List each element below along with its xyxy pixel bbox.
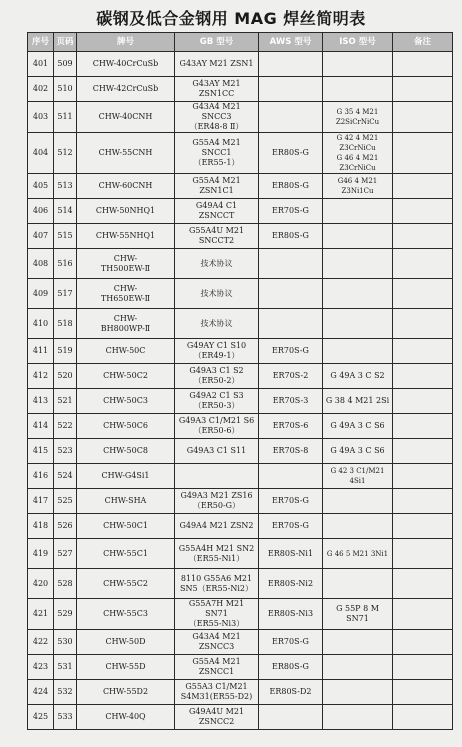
table-row	[28, 52, 453, 77]
cell-seq: 425	[28, 705, 54, 730]
cell-aws: ER70S-2	[259, 364, 323, 389]
cell-note	[393, 705, 453, 730]
cell-seq: 423	[28, 655, 54, 680]
table-row	[28, 655, 453, 680]
cell-seq: 414	[28, 414, 54, 439]
cell-note	[393, 52, 453, 77]
cell-note	[393, 199, 453, 224]
cell-note	[393, 439, 453, 464]
header-gb: GB 型号	[175, 33, 259, 52]
cell-brand: CHW-60CNH	[77, 174, 175, 199]
cell-page: 530	[54, 630, 77, 655]
cell-page: 527	[54, 539, 77, 569]
table-row	[28, 133, 453, 174]
cell-seq: 413	[28, 389, 54, 414]
cell-gb: G55A4H M21 SN2 （ER55-Ni1）	[175, 539, 259, 569]
cell-seq: 401	[28, 52, 54, 77]
cell-seq: 422	[28, 630, 54, 655]
cell-note	[393, 224, 453, 249]
table-row	[28, 539, 453, 569]
cell-gb: G55A3 C1/M21 S4M31(ER55-D2)	[175, 680, 259, 705]
cell-brand: CHW-40Q	[77, 705, 175, 730]
wire-table	[27, 32, 453, 730]
cell-brand: CHW-40CrCuSb	[77, 52, 175, 77]
cell-brand: CHW-55D2	[77, 680, 175, 705]
cell-aws	[259, 464, 323, 489]
cell-seq: 420	[28, 569, 54, 599]
cell-note	[393, 249, 453, 279]
cell-page: 522	[54, 414, 77, 439]
table-row	[28, 364, 453, 389]
cell-gb: G49A3 M21 ZS16 （ER50-G）	[175, 489, 259, 514]
cell-aws: ER70S-8	[259, 439, 323, 464]
cell-gb: G49A3 C1 S11	[175, 439, 259, 464]
cell-iso	[323, 489, 393, 514]
cell-gb: G43AY M21 ZSN1	[175, 52, 259, 77]
table-header	[28, 33, 453, 52]
cell-aws: ER80S-G	[259, 133, 323, 174]
cell-iso	[323, 569, 393, 599]
cell-note	[393, 279, 453, 309]
cell-gb: G49A4 C1 ZSNCCT	[175, 199, 259, 224]
cell-iso: G 42 4 M21 Z3CrNiCu G 46 4 M21 Z3CrNiCu	[323, 133, 393, 174]
cell-page: 517	[54, 279, 77, 309]
cell-iso: G46 4 M21 Z3Ni1Cu	[323, 174, 393, 199]
cell-note	[393, 389, 453, 414]
cell-aws	[259, 279, 323, 309]
table-row	[28, 174, 453, 199]
cell-note	[393, 655, 453, 680]
header-page: 页码	[54, 33, 77, 52]
cell-note	[393, 489, 453, 514]
cell-iso	[323, 309, 393, 339]
cell-seq: 415	[28, 439, 54, 464]
cell-iso	[323, 630, 393, 655]
cell-gb: G43A4 M21 ZSNCC3	[175, 630, 259, 655]
cell-page: 509	[54, 52, 77, 77]
table-row	[28, 489, 453, 514]
cell-seq: 417	[28, 489, 54, 514]
header-brand: 牌号	[77, 33, 175, 52]
cell-note	[393, 539, 453, 569]
cell-iso: G 49A 3 C S2	[323, 364, 393, 389]
table-row	[28, 414, 453, 439]
cell-brand: CHW-55C3	[77, 599, 175, 630]
cell-aws: ER80S-G	[259, 224, 323, 249]
cell-note	[393, 464, 453, 489]
cell-aws	[259, 77, 323, 102]
table-row	[28, 464, 453, 489]
cell-aws: ER80S-D2	[259, 680, 323, 705]
cell-iso: G 49A 3 C S6	[323, 439, 393, 464]
cell-note	[393, 133, 453, 174]
cell-iso: G 46 5 M21 3Ni1	[323, 539, 393, 569]
cell-aws: ER70S-G	[259, 489, 323, 514]
cell-seq: 408	[28, 249, 54, 279]
table-row	[28, 599, 453, 630]
cell-iso	[323, 199, 393, 224]
cell-seq: 421	[28, 599, 54, 630]
cell-gb: 技术协议	[175, 249, 259, 279]
cell-iso: G 42 3 C1/M21 4Si1	[323, 464, 393, 489]
cell-gb: G49A2 C1 S3 （ER50-3）	[175, 389, 259, 414]
cell-iso	[323, 680, 393, 705]
cell-iso	[323, 224, 393, 249]
header-seq: 序号	[28, 33, 54, 52]
cell-brand: CHW-55C1	[77, 539, 175, 569]
cell-page: 515	[54, 224, 77, 249]
cell-page: 510	[54, 77, 77, 102]
cell-seq: 409	[28, 279, 54, 309]
cell-note	[393, 680, 453, 705]
cell-seq: 424	[28, 680, 54, 705]
cell-note	[393, 77, 453, 102]
cell-brand: CHW-50NHQ1	[77, 199, 175, 224]
cell-note	[393, 102, 453, 133]
table-row	[28, 199, 453, 224]
cell-aws	[259, 309, 323, 339]
cell-page: 529	[54, 599, 77, 630]
table-row	[28, 705, 453, 730]
cell-aws	[259, 52, 323, 77]
cell-page: 533	[54, 705, 77, 730]
cell-iso: G 35 4 M21 Z2SiCrNiCu	[323, 102, 393, 133]
cell-seq: 402	[28, 77, 54, 102]
cell-page: 511	[54, 102, 77, 133]
table-row	[28, 680, 453, 705]
cell-gb: G49A4 M21 ZSN2	[175, 514, 259, 539]
cell-page: 520	[54, 364, 77, 389]
cell-seq: 404	[28, 133, 54, 174]
cell-note	[393, 599, 453, 630]
cell-note	[393, 630, 453, 655]
cell-note	[393, 174, 453, 199]
cell-brand: CHW-40CNH	[77, 102, 175, 133]
cell-seq: 416	[28, 464, 54, 489]
cell-brand: CHW-50C6	[77, 414, 175, 439]
table-row	[28, 279, 453, 309]
cell-brand: CHW- TH500EW-Ⅱ	[77, 249, 175, 279]
cell-note	[393, 339, 453, 364]
cell-brand: CHW-G4Si1	[77, 464, 175, 489]
table-row	[28, 630, 453, 655]
table-row	[28, 77, 453, 102]
cell-page: 513	[54, 174, 77, 199]
cell-gb: G49A4U M21 ZSNCC2	[175, 705, 259, 730]
cell-iso: G 49A 3 C S6	[323, 414, 393, 439]
cell-aws: ER70S-G	[259, 199, 323, 224]
cell-page: 526	[54, 514, 77, 539]
cell-iso	[323, 655, 393, 680]
cell-brand: CHW-50C1	[77, 514, 175, 539]
cell-seq: 403	[28, 102, 54, 133]
cell-note	[393, 514, 453, 539]
header-iso: ISO 型号	[323, 33, 393, 52]
cell-seq: 405	[28, 174, 54, 199]
table-row	[28, 439, 453, 464]
table-row	[28, 569, 453, 599]
cell-aws: ER70S-G	[259, 630, 323, 655]
cell-note	[393, 309, 453, 339]
cell-page: 523	[54, 439, 77, 464]
table-row	[28, 339, 453, 364]
cell-iso	[323, 249, 393, 279]
cell-brand: CHW-50D	[77, 630, 175, 655]
cell-aws: ER80S-Ni3	[259, 599, 323, 630]
header-aws: AWS 型号	[259, 33, 323, 52]
cell-aws	[259, 705, 323, 730]
cell-page: 528	[54, 569, 77, 599]
cell-note	[393, 364, 453, 389]
cell-seq: 406	[28, 199, 54, 224]
cell-seq: 418	[28, 514, 54, 539]
cell-gb: G49A3 C1 S2 （ER50-2）	[175, 364, 259, 389]
cell-aws: ER80S-Ni2	[259, 569, 323, 599]
cell-gb: G55A7H M21 SN71 （ER55-Ni3）	[175, 599, 259, 630]
header-note: 备注	[393, 33, 453, 52]
cell-page: 524	[54, 464, 77, 489]
cell-seq: 411	[28, 339, 54, 364]
table-row	[28, 102, 453, 133]
table-body	[28, 52, 453, 730]
cell-page: 514	[54, 199, 77, 224]
cell-seq: 407	[28, 224, 54, 249]
table-row	[28, 309, 453, 339]
cell-brand: CHW- BH800WP-Ⅱ	[77, 309, 175, 339]
cell-brand: CHW-55C2	[77, 569, 175, 599]
cell-gb: 8110 G55A6 M21 SN5（ER55-Ni2）	[175, 569, 259, 599]
cell-seq: 419	[28, 539, 54, 569]
cell-brand: CHW-50C3	[77, 389, 175, 414]
cell-iso	[323, 339, 393, 364]
cell-aws: ER80S-Ni1	[259, 539, 323, 569]
cell-page: 512	[54, 133, 77, 174]
cell-aws: ER70S-G	[259, 339, 323, 364]
cell-note	[393, 414, 453, 439]
cell-page: 525	[54, 489, 77, 514]
cell-seq: 412	[28, 364, 54, 389]
cell-brand: CHW-50C8	[77, 439, 175, 464]
cell-iso	[323, 514, 393, 539]
table-row	[28, 249, 453, 279]
cell-iso: G 55P 8 M SN71	[323, 599, 393, 630]
cell-brand: CHW-55CNH	[77, 133, 175, 174]
cell-gb: G55A4 M21 ZSNCC1	[175, 655, 259, 680]
cell-gb: 技术协议	[175, 279, 259, 309]
table-row	[28, 389, 453, 414]
table-row	[28, 224, 453, 249]
cell-page: 516	[54, 249, 77, 279]
cell-iso: G 38 4 M21 2Si	[323, 389, 393, 414]
cell-brand: CHW-SHA	[77, 489, 175, 514]
cell-iso	[323, 279, 393, 309]
cell-gb	[175, 464, 259, 489]
cell-page: 531	[54, 655, 77, 680]
table-row	[28, 514, 453, 539]
cell-aws: ER80S-G	[259, 174, 323, 199]
cell-aws: ER70S-G	[259, 514, 323, 539]
cell-gb: G49A3 C1/M21 S6 （ER50-6）	[175, 414, 259, 439]
cell-iso	[323, 52, 393, 77]
cell-gb: G49AY C1 S10 （ER49-1）	[175, 339, 259, 364]
cell-brand: CHW-55NHQ1	[77, 224, 175, 249]
page-title: 碳钢及低合金钢用 MAG 焊丝简明表	[96, 9, 366, 28]
cell-gb: 技术协议	[175, 309, 259, 339]
cell-aws: ER70S-3	[259, 389, 323, 414]
cell-brand: CHW- TH650EW-Ⅱ	[77, 279, 175, 309]
cell-seq: 410	[28, 309, 54, 339]
cell-iso	[323, 705, 393, 730]
cell-brand: CHW-42CrCuSb	[77, 77, 175, 102]
cell-gb: G55A4 M21 ZSN1C1	[175, 174, 259, 199]
cell-aws: ER80S-G	[259, 655, 323, 680]
cell-page: 519	[54, 339, 77, 364]
cell-brand: CHW-50C	[77, 339, 175, 364]
cell-page: 518	[54, 309, 77, 339]
cell-aws	[259, 249, 323, 279]
cell-note	[393, 569, 453, 599]
cell-page: 521	[54, 389, 77, 414]
cell-gb: G43AY M21 ZSN1CC	[175, 77, 259, 102]
cell-brand: CHW-50C2	[77, 364, 175, 389]
cell-gb: G55A4 M21 SNCC1 （ER55-1）	[175, 133, 259, 174]
cell-gb: G55A4U M21 SNCCT2	[175, 224, 259, 249]
cell-page: 532	[54, 680, 77, 705]
cell-iso	[323, 77, 393, 102]
cell-brand: CHW-55D	[77, 655, 175, 680]
cell-aws: ER70S-6	[259, 414, 323, 439]
cell-aws	[259, 102, 323, 133]
cell-gb: G43A4 M21 SNCC3 （ER48-8 Ⅱ）	[175, 102, 259, 133]
